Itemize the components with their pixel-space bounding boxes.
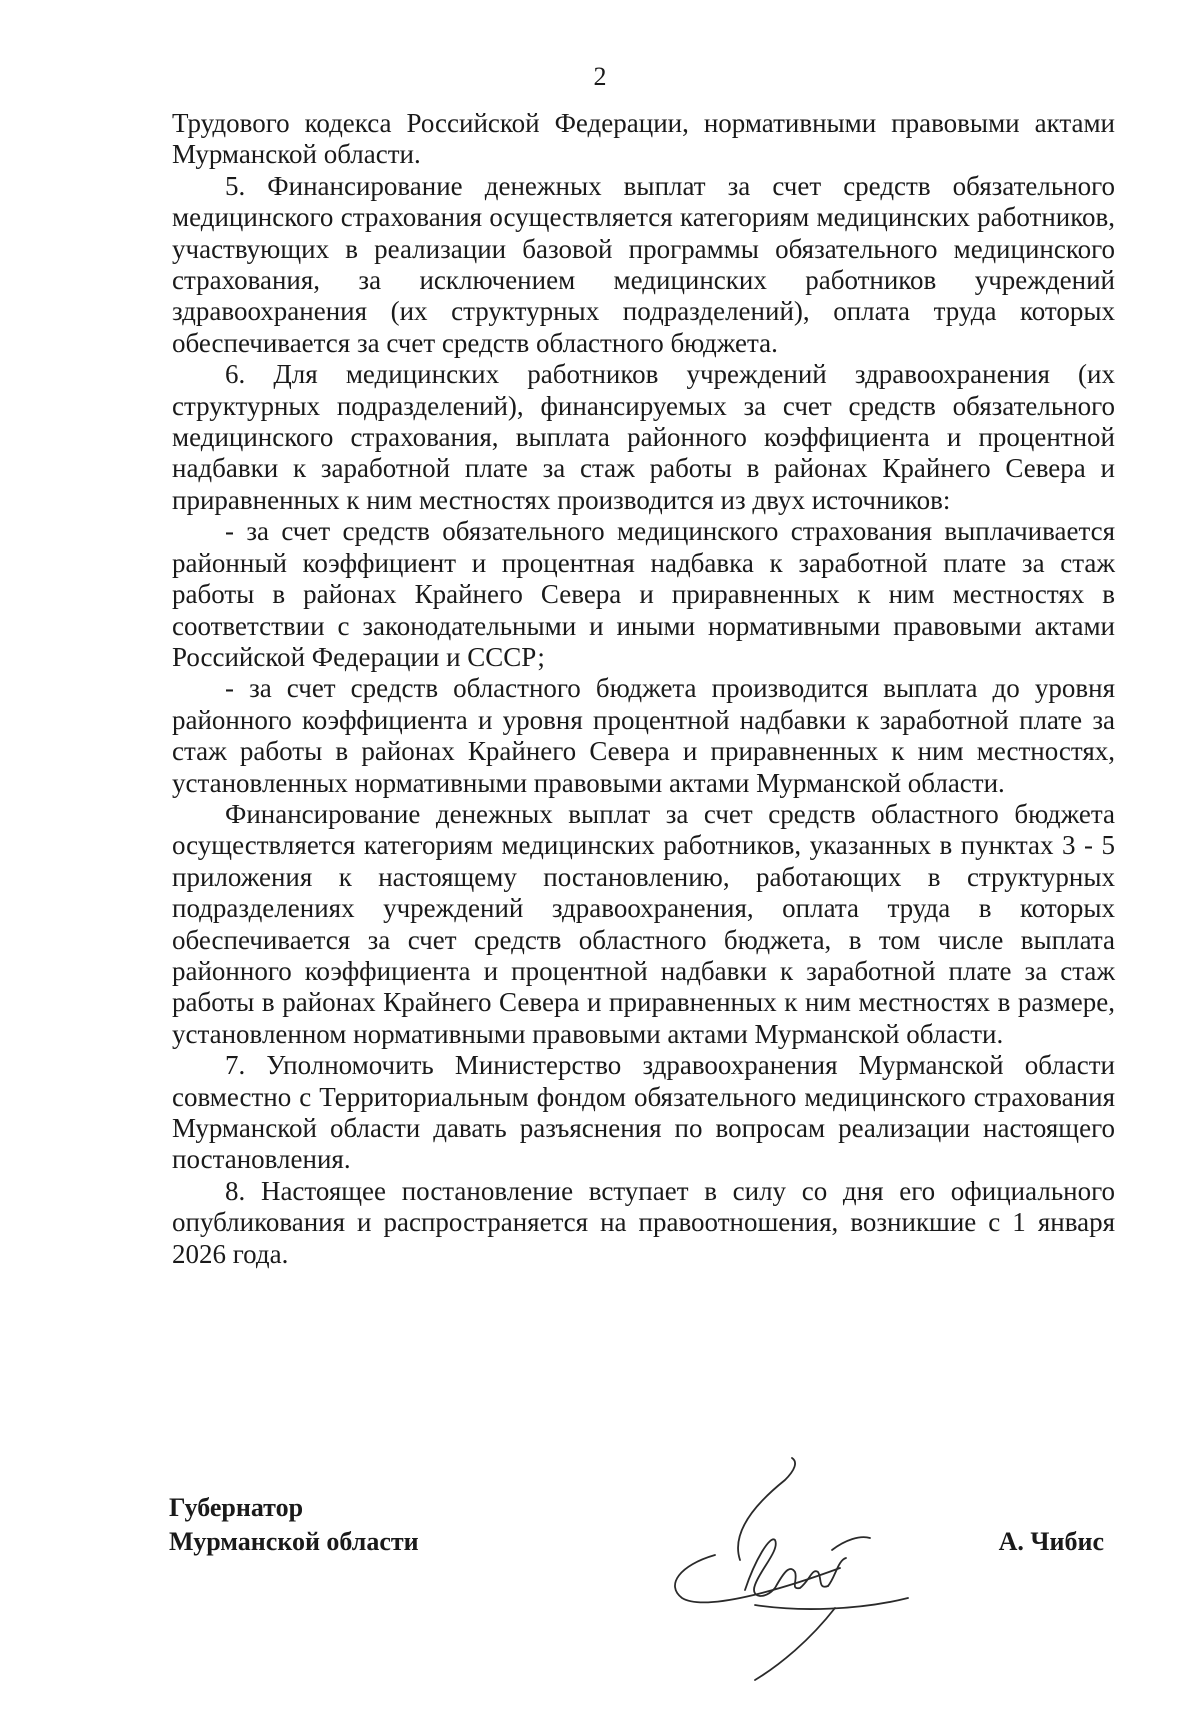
document-body	[172, 108, 1115, 1270]
paragraph-item-7: 7. Уполномочить Министерство здравоохранения Мурманской области совместно с Территориальным фондом обязательного медицинского страхования Мурманской области давать разъяснения по вопросам реализации настоящего постановления.	[172, 1050, 1115, 1175]
paragraph-continuation: Трудового кодекса Российской Федерации, нормативными правовыми актами Мурманской области.	[172, 108, 1115, 170]
signatory-name: А. Чибис	[998, 1527, 1104, 1556]
signatory-position-line1: Губернатор	[169, 1493, 304, 1522]
handwritten-signature	[660, 1440, 950, 1690]
paragraph-oms-source: - за счет средств обязательного медицинского страхования выплачивается районный коэффициент и процентная надбавка к заработной плате за стаж работы в районах Крайнего Севера и приравненных к ним местностях в соответствии с законодательными и иными нормативными правовыми актами Российской Федерации и СССР;	[172, 516, 1115, 672]
paragraph-item-5: 5. Финансирование денежных выплат за счет средств обязательного медицинского страхования осуществляется категориям медицинских работников, участвующих в реализации базовой программы обязательного медицинского страхования, за исключением медицинских работников учреждений здравоохранения (их структурных подразделений), оплата труда которых обеспечивается за счет средств областного бюджета.	[172, 170, 1115, 358]
signatory-position-line2: Мурманской области	[169, 1527, 419, 1556]
paragraph-item-8: 8. Настоящее постановление вступает в силу со дня его официального опубликования и распространяется на правоотношения, возникшие с 1 января 2026 года.	[172, 1175, 1115, 1269]
paragraph-regional-budget-financing: Финансирование денежных выплат за счет средств областного бюджета осуществляется категориям медицинских работников, указанных в пунктах 3 - 5 приложения к настоящему постановлению, работающих в структурных подразделениях учреждений здравоохранения, оплата труда в которых обеспечивается за счет средств областного бюджета, в том числе выплата районного коэффициента и процентной надбавки к заработной плате за стаж работы в районах Крайнего Севера и приравненных к ним местностях в размере, установленном нормативными правовыми актами Мурманской области.	[172, 798, 1115, 1049]
paragraph-regional-budget-source: - за счет средств областного бюджета производится выплата до уровня районного коэффициента и уровня процентной надбавки к заработной плате за стаж работы в районах Крайнего Севера и приравненных к ним местностях, установленных нормативными правовыми актами Мурманской области.	[172, 673, 1115, 798]
signatory-position	[169, 1491, 419, 1559]
paragraph-item-6: 6. Для медицинских работников учреждений здравоохранения (их структурных подразделений), финансируемых за счет средств обязательного медицинского страхования, выплата районного коэффициента и процентной надбавки к заработной плате за стаж работы в районах Крайнего Севера и приравненных к ним местностях производится из двух источников:	[172, 359, 1115, 515]
page-number: 2	[593, 62, 607, 91]
